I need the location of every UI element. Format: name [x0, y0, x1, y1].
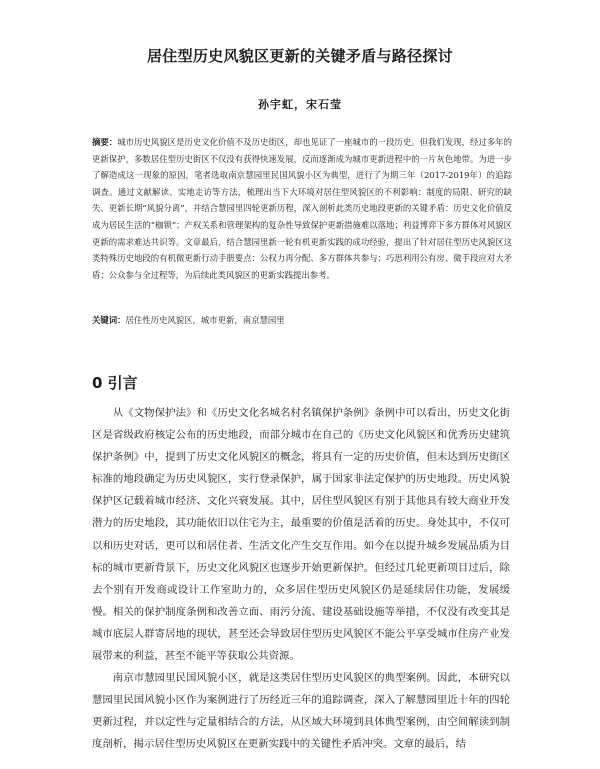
paragraph: 从《文物保护法》和《历史文化名城名村名镇保护条例》条例中可以看出，历史文化街区是省级政府核定公布的历史地段，而部分城市在自己的《历史文化风貌区和优秀历史建筑保护条例》中，提到了历史文化风貌区的概念，将具有一定的历史价值，但未达到历史街区标准的地段确定为历史风貌区，实行登录保护，属于国家非法定保护的历史地段。历史风貌保护区记载着城市经济、文化兴衰发展。其中，居住型风貌区有别于其他具有较大商业开发潜力的历史地段，其功能依旧以住宅为主，最重要的价值是活着的历史。身处其中，不仅可以和历史对话，更可以和居住者、生活文化产生交互作用。如今在以提升城乡发展品质为目标的城市更新背景下，历史文化风貌区也逐步开始更新保护。但经过几轮更新项目过后，除去个别有开发商或设计工作室助力的，众多居住型历史风貌区仍是延续居住功能，发展缓慢。相关的保护制度条例和改善立面、雨污分流、建设基础设施等举措，不仅没有改变其是城市底层人群寄居地的现状，甚至还会导致居住型历史风貌区不能公平享受城市住房产业发展带来的利益，甚至不能平等获取公共资源。 — [92, 407, 510, 663]
paper-title: 居住型历史风貌区更新的关键矛盾与路径探讨 — [146, 47, 453, 65]
keywords — [92, 312, 512, 328]
keywords-text: 居住性历史风貌区，城市更新，南京慧园里 — [125, 315, 285, 325]
paper-authors: 孙宇虹，宋石莹 — [258, 98, 342, 111]
section-heading-introduction: 0 引言 — [92, 374, 138, 392]
body-text — [92, 402, 510, 756]
paragraph: 南京市慧园里民国风貌小区，就是这类居住型历史风貌区的典型案例。因此，本研究以慧园里民国风貌小区作为案例进行了历经近三年的追踪调查，深入了解慧园里近十年的四轮更新过程，并以定性与定量相结合的方法，从区域大环境到具体典型案例，由空间解读到制度剖析，揭示居住型历史风貌区在更新实践中的关键性矛盾冲突。文章的最后，结 — [92, 672, 510, 751]
keywords-label: 关键词： — [92, 315, 126, 325]
abstract-text: 城市历史风貌区是历史文化价值不及历史街区，却也见证了一座城市的一段历史。但我们发现，经过多年的更新保护，多数居住型历史街区不仅没有获得快速发展，反而逐渐成为城市更新进程中的一片灰色地带。为进一步了解造成这一现象的原因，笔者选取南京慧园里民国风貌小区为典型，进行了为期三年（2017-2019年）的追踪调查。通过文献解读、实地走访等方法，梳理出当下大环境对居住型风貌区的不利影响：制度的局限、研究的缺失、更新长期“风貌分离”，并结合慧园里四轮更新历程，深入剖析此类历史地段更新的关键矛盾：历史文化价值反成为居民生活的“枷锁”；产权关系和管理架构的复杂性导致保护更新措施难以落地；利益博弈下多方群体对风貌区更新的需求难达共识等。文章最后，结合慧园里新一轮有机更新实践的成功经验，提出了针对居住型历史风貌区这类特殊历史地段的有机微更新行动手册要点：公权力再分配、多方群体共参与；巧思利用公有房、微手段应对大矛盾；公众参与全过程等，为后续此类风貌区的更新实践提出参考。 — [92, 137, 512, 280]
abstract-label: 摘要： — [92, 137, 118, 147]
abstract — [92, 134, 512, 283]
